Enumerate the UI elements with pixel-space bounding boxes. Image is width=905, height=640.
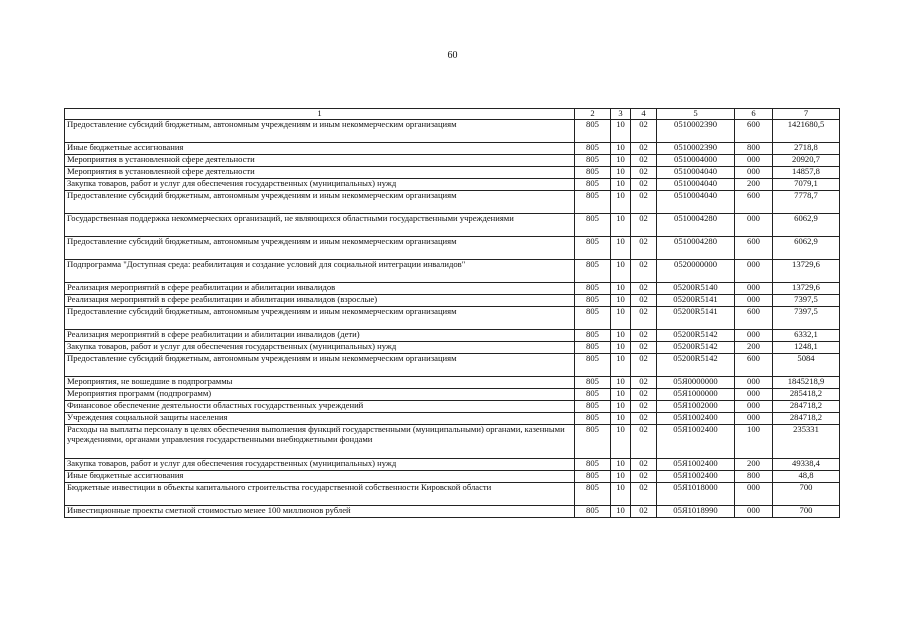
row-cell-c6: 000 xyxy=(735,155,773,167)
table-row xyxy=(65,459,840,471)
row-cell-c4: 02 xyxy=(631,425,657,459)
row-cell-c3: 10 xyxy=(611,459,631,471)
row-cell-c3: 10 xyxy=(611,167,631,179)
table-row xyxy=(65,330,840,342)
row-cell-c4: 02 xyxy=(631,307,657,330)
row-cell-c7: 1845218,9 xyxy=(773,377,840,389)
row-cell-c4: 02 xyxy=(631,483,657,506)
row-cell-c2: 805 xyxy=(575,167,611,179)
row-cell-c4: 02 xyxy=(631,506,657,518)
row-cell-c2: 805 xyxy=(575,413,611,425)
row-cell-c5: 05Я1000000 xyxy=(657,389,735,401)
row-cell-c6: 000 xyxy=(735,167,773,179)
row-cell-c5: 05Я1002400 xyxy=(657,471,735,483)
row-cell-c2: 805 xyxy=(575,214,611,237)
table-row xyxy=(65,283,840,295)
table-row xyxy=(65,401,840,413)
row-cell-c5: 05Я1002400 xyxy=(657,413,735,425)
row-cell-c6: 000 xyxy=(735,413,773,425)
row-cell-c4: 02 xyxy=(631,459,657,471)
row-cell-c6: 800 xyxy=(735,143,773,155)
header-cell: 4 xyxy=(631,109,657,120)
row-cell-c6: 200 xyxy=(735,342,773,354)
table-row xyxy=(65,389,840,401)
row-cell-c7: 7397,5 xyxy=(773,295,840,307)
row-name-cell: Мероприятия, не вошедшие в подпрограммы xyxy=(65,377,575,389)
row-cell-c6: 000 xyxy=(735,260,773,283)
row-name-cell: Реализация мероприятий в сфере реабилитации и абилитации инвалидов (дети) xyxy=(65,330,575,342)
header-cell: 1 xyxy=(65,109,575,120)
row-cell-c7: 6062,9 xyxy=(773,214,840,237)
row-cell-c4: 02 xyxy=(631,143,657,155)
row-name-cell: Иные бюджетные ассигнования xyxy=(65,471,575,483)
table-row xyxy=(65,342,840,354)
row-cell-c6: 600 xyxy=(735,191,773,214)
row-cell-c5: 05200R5142 xyxy=(657,342,735,354)
row-cell-c4: 02 xyxy=(631,214,657,237)
row-cell-c2: 805 xyxy=(575,143,611,155)
row-cell-c6: 000 xyxy=(735,506,773,518)
table-row xyxy=(65,506,840,518)
row-cell-c2: 805 xyxy=(575,295,611,307)
row-name-cell: Инвестиционные проекты сметной стоимостью менее 100 миллионов рублей xyxy=(65,506,575,518)
row-cell-c2: 805 xyxy=(575,120,611,143)
row-name-cell: Мероприятия в установленной сфере деятельности xyxy=(65,167,575,179)
row-cell-c5: 0510002390 xyxy=(657,120,735,143)
row-cell-c2: 805 xyxy=(575,401,611,413)
row-cell-c7: 284718,2 xyxy=(773,413,840,425)
row-name-cell: Предоставление субсидий бюджетным, автономным учреждениям и иным некоммерческим организациям xyxy=(65,120,575,143)
row-name-cell: Бюджетные инвестиции в объекты капитального строительства государственной собственности Кировской области xyxy=(65,483,575,506)
row-cell-c7: 48,8 xyxy=(773,471,840,483)
row-cell-c5: 05200R5142 xyxy=(657,354,735,377)
row-cell-c7: 1248,1 xyxy=(773,342,840,354)
row-cell-c4: 02 xyxy=(631,237,657,260)
row-cell-c3: 10 xyxy=(611,354,631,377)
row-cell-c3: 10 xyxy=(611,191,631,214)
row-name-cell: Предоставление субсидий бюджетным, автономным учреждениям и иным некоммерческим организациям xyxy=(65,191,575,214)
row-cell-c3: 10 xyxy=(611,413,631,425)
row-cell-c2: 805 xyxy=(575,260,611,283)
row-cell-c3: 10 xyxy=(611,330,631,342)
row-cell-c7: 13729,6 xyxy=(773,283,840,295)
row-cell-c2: 805 xyxy=(575,155,611,167)
row-cell-c4: 02 xyxy=(631,330,657,342)
row-cell-c3: 10 xyxy=(611,237,631,260)
row-cell-c2: 805 xyxy=(575,283,611,295)
row-cell-c7: 6332,1 xyxy=(773,330,840,342)
row-cell-c2: 805 xyxy=(575,483,611,506)
row-cell-c5: 05200R5142 xyxy=(657,330,735,342)
page-number: 60 xyxy=(447,50,458,61)
row-cell-c5: 05Я1002400 xyxy=(657,425,735,459)
row-cell-c5: 05200R5140 xyxy=(657,283,735,295)
table-row xyxy=(65,179,840,191)
table-row xyxy=(65,143,840,155)
row-cell-c4: 02 xyxy=(631,413,657,425)
row-cell-c4: 02 xyxy=(631,167,657,179)
row-cell-c5: 0510004040 xyxy=(657,179,735,191)
row-cell-c3: 10 xyxy=(611,214,631,237)
row-cell-c7: 285418,2 xyxy=(773,389,840,401)
header-row xyxy=(65,109,840,120)
row-cell-c2: 805 xyxy=(575,179,611,191)
row-name-cell: Закупка товаров, работ и услуг для обеспечения государственных (муниципальных) нужд xyxy=(65,459,575,471)
row-cell-c6: 000 xyxy=(735,401,773,413)
row-cell-c7: 14857,8 xyxy=(773,167,840,179)
row-cell-c2: 805 xyxy=(575,506,611,518)
row-cell-c4: 02 xyxy=(631,120,657,143)
row-cell-c5: 05Я1018990 xyxy=(657,506,735,518)
row-cell-c3: 10 xyxy=(611,260,631,283)
row-cell-c2: 805 xyxy=(575,425,611,459)
row-cell-c2: 805 xyxy=(575,342,611,354)
row-cell-c4: 02 xyxy=(631,471,657,483)
row-cell-c2: 805 xyxy=(575,459,611,471)
row-cell-c7: 2718,8 xyxy=(773,143,840,155)
header-cell: 6 xyxy=(735,109,773,120)
row-cell-c6: 600 xyxy=(735,237,773,260)
row-cell-c3: 10 xyxy=(611,471,631,483)
row-cell-c4: 02 xyxy=(631,283,657,295)
table-row xyxy=(65,237,840,260)
table-row xyxy=(65,167,840,179)
row-cell-c6: 100 xyxy=(735,425,773,459)
table-row xyxy=(65,425,840,459)
row-cell-c7: 700 xyxy=(773,506,840,518)
row-name-cell: Иные бюджетные ассигнования xyxy=(65,143,575,155)
row-cell-c7: 7778,7 xyxy=(773,191,840,214)
row-cell-c6: 600 xyxy=(735,354,773,377)
row-cell-c6: 200 xyxy=(735,459,773,471)
row-cell-c3: 10 xyxy=(611,295,631,307)
table-row xyxy=(65,191,840,214)
row-cell-c5: 05200R5141 xyxy=(657,307,735,330)
row-cell-c2: 805 xyxy=(575,354,611,377)
row-cell-c7: 20920,7 xyxy=(773,155,840,167)
row-cell-c4: 02 xyxy=(631,155,657,167)
header-cell: 3 xyxy=(611,109,631,120)
header-cell: 2 xyxy=(575,109,611,120)
row-cell-c4: 02 xyxy=(631,191,657,214)
row-cell-c6: 000 xyxy=(735,295,773,307)
row-name-cell: Учреждения социальной защиты населения xyxy=(65,413,575,425)
table-row xyxy=(65,413,840,425)
row-cell-c4: 02 xyxy=(631,354,657,377)
row-name-cell: Реализация мероприятий в сфере реабилитации и абилитации инвалидов xyxy=(65,283,575,295)
row-cell-c5: 0520000000 xyxy=(657,260,735,283)
row-cell-c7: 7079,1 xyxy=(773,179,840,191)
table-row xyxy=(65,307,840,330)
row-cell-c5: 05Я1018000 xyxy=(657,483,735,506)
row-cell-c5: 0510002390 xyxy=(657,143,735,155)
row-cell-c2: 805 xyxy=(575,377,611,389)
row-name-cell: Предоставление субсидий бюджетным, автономным учреждениям и иным некоммерческим организациям xyxy=(65,237,575,260)
row-cell-c3: 10 xyxy=(611,179,631,191)
row-name-cell: Реализация мероприятий в сфере реабилитации и абилитации инвалидов (взрослые) xyxy=(65,295,575,307)
row-cell-c6: 000 xyxy=(735,483,773,506)
table-row xyxy=(65,120,840,143)
row-cell-c5: 05Я0000000 xyxy=(657,377,735,389)
row-cell-c7: 5084 xyxy=(773,354,840,377)
row-cell-c7: 13729,6 xyxy=(773,260,840,283)
row-cell-c3: 10 xyxy=(611,377,631,389)
row-cell-c3: 10 xyxy=(611,307,631,330)
row-cell-c3: 10 xyxy=(611,389,631,401)
row-cell-c6: 000 xyxy=(735,214,773,237)
row-cell-c4: 02 xyxy=(631,377,657,389)
table-row xyxy=(65,260,840,283)
row-cell-c2: 805 xyxy=(575,471,611,483)
row-cell-c4: 02 xyxy=(631,389,657,401)
row-cell-c5: 0510004280 xyxy=(657,237,735,260)
row-cell-c7: 284718,2 xyxy=(773,401,840,413)
row-cell-c3: 10 xyxy=(611,425,631,459)
row-name-cell: Финансовое обеспечение деятельности областных государственных учреждений xyxy=(65,401,575,413)
row-cell-c6: 000 xyxy=(735,377,773,389)
row-cell-c2: 805 xyxy=(575,237,611,260)
row-cell-c2: 805 xyxy=(575,307,611,330)
row-cell-c7: 1421680,5 xyxy=(773,120,840,143)
row-cell-c7: 7397,5 xyxy=(773,307,840,330)
row-cell-c5: 05Я1002000 xyxy=(657,401,735,413)
row-name-cell: Закупка товаров, работ и услуг для обеспечения государственных (муниципальных) нужд xyxy=(65,179,575,191)
row-cell-c4: 02 xyxy=(631,260,657,283)
row-cell-c6: 000 xyxy=(735,389,773,401)
row-cell-c5: 0510004000 xyxy=(657,155,735,167)
row-cell-c6: 200 xyxy=(735,179,773,191)
row-cell-c3: 10 xyxy=(611,155,631,167)
row-cell-c4: 02 xyxy=(631,401,657,413)
row-cell-c2: 805 xyxy=(575,330,611,342)
row-name-cell: Подпрограмма "Доступная среда: реабилитация и создание условий для социальной интеграции инвалидов" xyxy=(65,260,575,283)
row-cell-c5: 05200R5141 xyxy=(657,295,735,307)
row-cell-c7: 6062,9 xyxy=(773,237,840,260)
row-cell-c3: 10 xyxy=(611,143,631,155)
row-name-cell: Мероприятия в установленной сфере деятельности xyxy=(65,155,575,167)
row-name-cell: Государственная поддержка некоммерческих организаций, не являющихся областными государственными учреждениями xyxy=(65,214,575,237)
row-name-cell: Предоставление субсидий бюджетным, автономным учреждениям и иным некоммерческим организациям xyxy=(65,354,575,377)
row-cell-c3: 10 xyxy=(611,506,631,518)
row-cell-c3: 10 xyxy=(611,483,631,506)
row-cell-c6: 000 xyxy=(735,283,773,295)
row-name-cell: Мероприятия программ (подпрограмм) xyxy=(65,389,575,401)
header-cell: 5 xyxy=(657,109,735,120)
row-cell-c5: 05Я1002400 xyxy=(657,459,735,471)
table-row xyxy=(65,354,840,377)
row-cell-c3: 10 xyxy=(611,120,631,143)
row-name-cell: Расходы на выплаты персоналу в целях обеспечения выполнения функций государственными (муниципальными) органами, казенными учреждениями, органами управления государственными внебюджетными фондами xyxy=(65,425,575,459)
row-cell-c5: 0510004040 xyxy=(657,191,735,214)
budget-table xyxy=(64,108,840,518)
row-cell-c6: 600 xyxy=(735,307,773,330)
row-cell-c5: 0510004040 xyxy=(657,167,735,179)
row-cell-c6: 000 xyxy=(735,330,773,342)
row-cell-c3: 10 xyxy=(611,401,631,413)
row-name-cell: Предоставление субсидий бюджетным, автономным учреждениям и иным некоммерческим организациям xyxy=(65,307,575,330)
row-cell-c5: 0510004280 xyxy=(657,214,735,237)
row-cell-c6: 800 xyxy=(735,471,773,483)
row-cell-c2: 805 xyxy=(575,389,611,401)
table-row xyxy=(65,483,840,506)
row-cell-c7: 49338,4 xyxy=(773,459,840,471)
row-name-cell: Закупка товаров, работ и услуг для обеспечения государственных (муниципальных) нужд xyxy=(65,342,575,354)
row-cell-c4: 02 xyxy=(631,179,657,191)
table-row xyxy=(65,377,840,389)
row-cell-c4: 02 xyxy=(631,342,657,354)
row-cell-c4: 02 xyxy=(631,295,657,307)
table-row xyxy=(65,471,840,483)
row-cell-c7: 235331 xyxy=(773,425,840,459)
row-cell-c6: 600 xyxy=(735,120,773,143)
table-row xyxy=(65,155,840,167)
table-row xyxy=(65,295,840,307)
row-cell-c3: 10 xyxy=(611,283,631,295)
row-cell-c3: 10 xyxy=(611,342,631,354)
header-cell: 7 xyxy=(773,109,840,120)
row-cell-c2: 805 xyxy=(575,191,611,214)
row-cell-c7: 700 xyxy=(773,483,840,506)
table-row xyxy=(65,214,840,237)
